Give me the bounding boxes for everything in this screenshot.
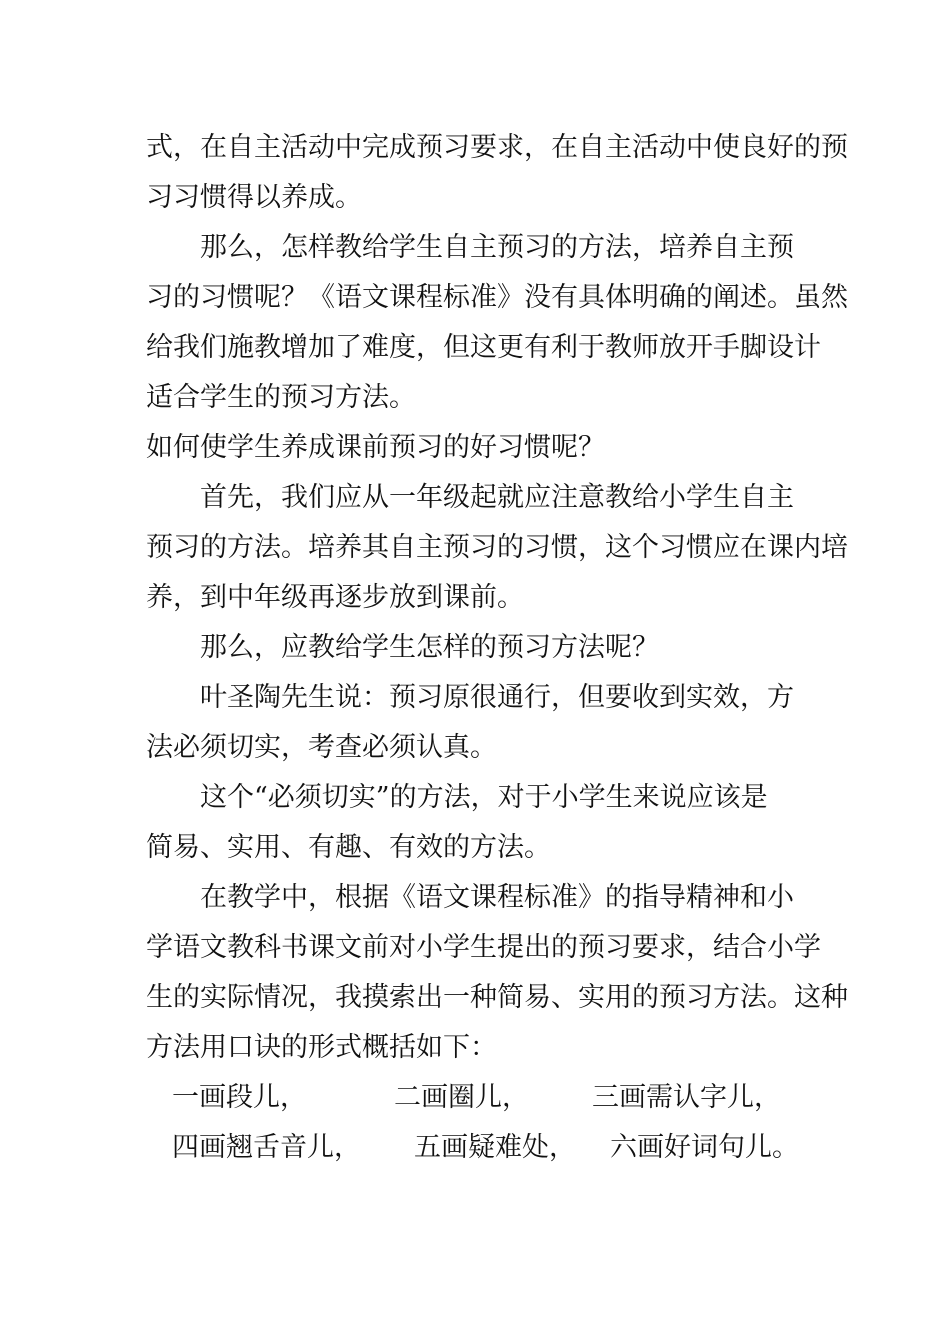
text-line: 生的实际情况，我摸索出一种简易、实用的预习方法。这种 (146, 982, 848, 1013)
text-line: 在教学中，根据《语文课程标准》的指导精神和小 (146, 882, 794, 913)
text-line: 法必须切实，考查必须认真。 (146, 732, 497, 763)
text-line: 简易、实用、有趣、有效的方法。 (146, 832, 551, 863)
mnemonic-item: 五画疑难处， (414, 1132, 576, 1163)
text-line: 首先，我们应从一年级起就应注意教给小学生自主 (146, 482, 794, 513)
mnemonic-item: 一画段儿， (172, 1082, 307, 1113)
text-line: 式，在自主活动中完成预习要求，在自主活动中使良好的预 (146, 132, 848, 163)
mnemonic-item: 四画翘舌音儿， (172, 1132, 361, 1163)
text-line: 养，到中年级再逐步放到课前。 (146, 582, 524, 613)
text-line: 学语文教科书课文前对小学生提出的预习要求，结合小学 (146, 932, 821, 963)
text-line: 习的习惯呢？《语文课程标准》没有具体明确的阐述。虽然 (146, 282, 848, 313)
mnemonic-item: 三画需认字儿， (592, 1082, 781, 1113)
text-line: 给我们施教增加了难度，但这更有利于教师放开手脚设计 (146, 332, 821, 363)
mnemonic-item: 六画好词句儿。 (610, 1132, 799, 1163)
text-line: 叶圣陶先生说：预习原很通行，但要收到实效，方 (146, 682, 794, 713)
text-line: 那么，应教给学生怎样的预习方法呢？ (146, 632, 659, 663)
text-line: 那么，怎样教给学生自主预习的方法，培养自主预 (146, 232, 794, 263)
text-line: 这个“必须切实”的方法，对于小学生来说应该是 (146, 782, 768, 813)
text-line: 适合学生的预习方法。 (146, 382, 416, 413)
mnemonic-item: 二画圈儿， (394, 1082, 529, 1113)
text-line: 方法用口诀的形式概括如下： (146, 1032, 497, 1063)
section-question: 如何使学生养成课前预习的好习惯呢？ (146, 432, 605, 463)
text-line: 习习惯得以养成。 (146, 182, 362, 213)
text-line: 预习的方法。培养其自主预习的习惯，这个习惯应在课内培 (146, 532, 848, 563)
